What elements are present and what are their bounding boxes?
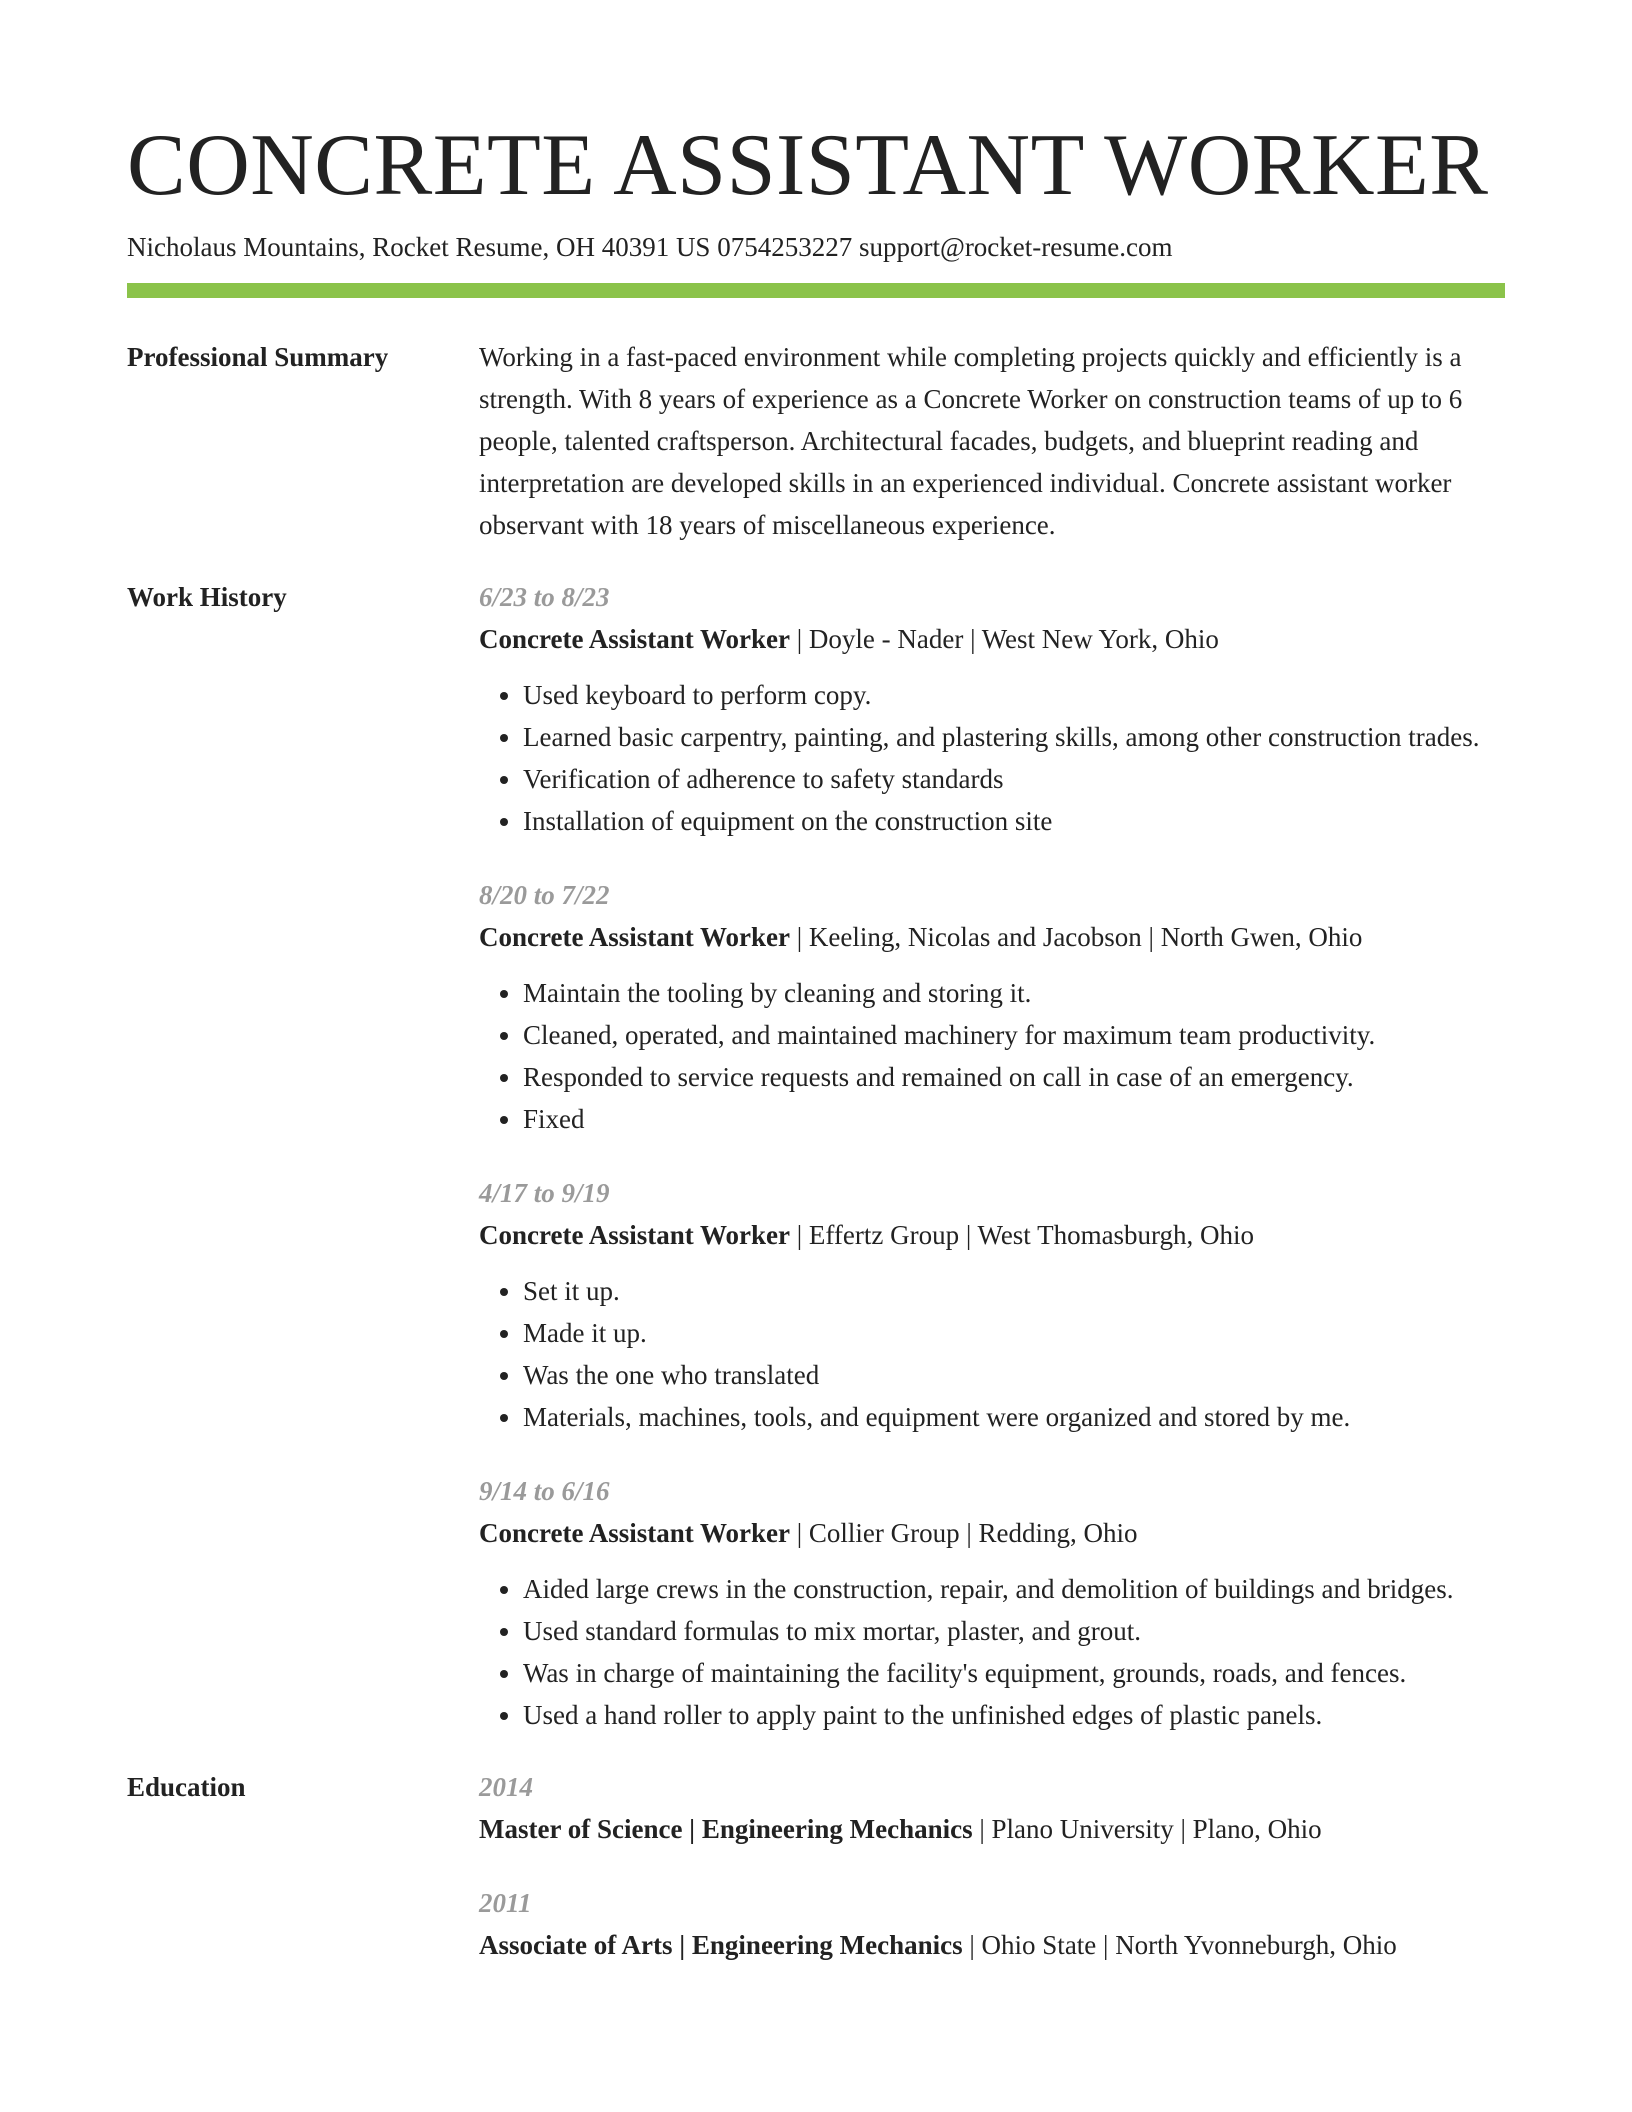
job-title-line — [479, 916, 1505, 958]
education-details: | Plano University | Plano, Ohio — [972, 1814, 1322, 1845]
education-details: | Ohio State | North Yvonneburgh, Ohio — [962, 1930, 1397, 1961]
job-bullets — [479, 674, 1505, 842]
job-bullet: • Used keyboard to perform copy. — [523, 674, 1505, 716]
work-history-body — [479, 576, 1505, 1736]
job-entry — [479, 576, 1505, 842]
job-bullets — [479, 1270, 1505, 1438]
education-entry — [479, 1766, 1505, 1850]
job-entry — [479, 1172, 1505, 1438]
job-dates: 9/14 to 6/16 — [479, 1476, 610, 1507]
job-entry — [479, 874, 1505, 1140]
resume-page — [127, 118, 1505, 1966]
job-title: Concrete Assistant Worker — [479, 1518, 790, 1549]
education-year: 2011 — [479, 1888, 532, 1919]
job-title-line — [479, 618, 1505, 660]
section-work-history — [127, 576, 1505, 1736]
job-bullet: • Used a hand roller to apply paint to the unfinished edges of plastic panels. — [523, 1694, 1505, 1736]
job-details: | Collier Group | Redding, Ohio — [789, 1518, 1138, 1549]
job-bullet: • Was the one who translated — [523, 1354, 1505, 1396]
job-details: | Effertz Group | West Thomasburgh, Ohio — [789, 1220, 1255, 1251]
candidate-name: CONCRETE ASSISTANT WORKER — [127, 117, 1489, 214]
education-degree-line — [479, 1808, 1505, 1850]
job-bullet: • Used standard formulas to mix mortar, plaster, and grout. — [523, 1610, 1505, 1652]
job-entry — [479, 1470, 1505, 1736]
job-bullet: • Made it up. — [523, 1312, 1505, 1354]
job-dates: 4/17 to 9/19 — [479, 1178, 610, 1209]
section-summary — [127, 336, 1505, 546]
job-bullet: • Fixed — [523, 1098, 1505, 1140]
job-dates: 8/20 to 7/22 — [479, 880, 610, 911]
job-bullet: • Installation of equipment on the construction site — [523, 800, 1505, 842]
education-year: 2014 — [479, 1772, 533, 1803]
job-title: Concrete Assistant Worker — [479, 1220, 790, 1251]
education-degree: Associate of Arts | Engineering Mechanics — [479, 1930, 963, 1961]
job-details: | Doyle - Nader | West New York, Ohio — [789, 624, 1219, 655]
job-bullet: • Was in charge of maintaining the facility's equipment, grounds, roads, and fences. — [523, 1652, 1505, 1694]
job-bullet: • Cleaned, operated, and maintained machinery for maximum team productivity. — [523, 1014, 1505, 1056]
section-label-work-history: Work History — [127, 582, 287, 613]
job-dates: 6/23 to 8/23 — [479, 582, 610, 613]
job-bullet: • Maintain the tooling by cleaning and storing it. — [523, 972, 1505, 1014]
contact-line: Nicholaus Mountains, Rocket Resume, OH 40391 US 0754253227 support@rocket-resume.com — [127, 231, 1173, 262]
job-title-line — [479, 1214, 1505, 1256]
job-title: Concrete Assistant Worker — [479, 922, 790, 953]
accent-divider — [127, 283, 1505, 298]
job-bullets — [479, 1568, 1505, 1736]
education-body — [479, 1766, 1505, 1966]
section-education — [127, 1766, 1505, 1966]
section-label-education: Education — [127, 1772, 246, 1803]
education-entry — [479, 1882, 1505, 1966]
job-title-line — [479, 1512, 1505, 1554]
section-label-summary: Professional Summary — [127, 342, 389, 373]
job-bullet: • Verification of adherence to safety standards — [523, 758, 1505, 800]
job-bullet: • Learned basic carpentry, painting, and plastering skills, among other construction trades. — [523, 716, 1505, 758]
job-title: Concrete Assistant Worker — [479, 624, 790, 655]
education-degree-line — [479, 1924, 1505, 1966]
job-bullet: • Set it up. — [523, 1270, 1505, 1312]
summary-text: Working in a fast-paced environment while completing projects quickly and efficiently is a strength. With 8 years of experience as a Concrete Worker on construction teams of up to 6 people, talented craftsperson. Architectural facades, budgets, and blueprint reading and interpretation are developed skills in an experienced individual. Concrete assistant worker observant with 18 years of miscellaneous experience. — [479, 342, 1463, 541]
job-details: | Keeling, Nicolas and Jacobson | North Gwen, Ohio — [789, 922, 1363, 953]
job-bullet: • Materials, machines, tools, and equipment were organized and stored by me. — [523, 1396, 1505, 1438]
job-bullet: • Responded to service requests and remained on call in case of an emergency. — [523, 1056, 1505, 1098]
education-degree: Master of Science | Engineering Mechanics — [479, 1814, 973, 1845]
job-bullet: • Aided large crews in the construction, repair, and demolition of buildings and bridges. — [523, 1568, 1505, 1610]
summary-body — [479, 336, 1505, 546]
job-bullets — [479, 972, 1505, 1140]
